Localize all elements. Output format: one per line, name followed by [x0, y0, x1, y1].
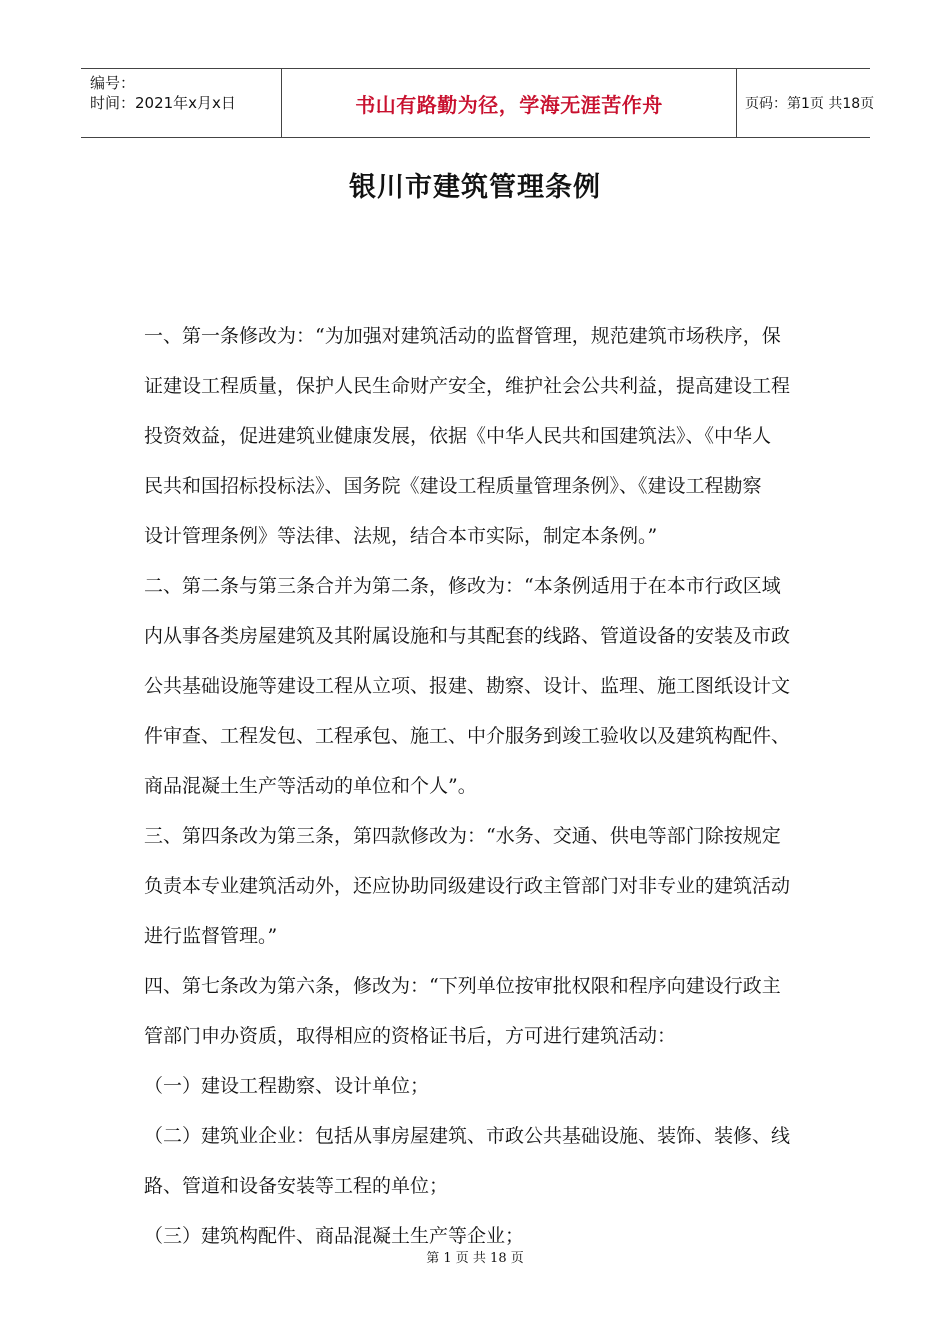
header-left-cell: [81, 69, 282, 137]
page-title: 银川市建筑管理条例: [349, 172, 601, 203]
header-motto-cell: [282, 69, 737, 137]
body-line: 进行监督管理。”: [144, 925, 278, 947]
page-counter: 页码：第1页 共18页: [745, 96, 875, 112]
body-line: 内从事各类房屋建筑及其附属设施和与其配套的线路、管道设备的安装及市政: [144, 625, 791, 647]
document-header: [81, 68, 875, 138]
document-body: [144, 318, 824, 1268]
body-line: 管部门申办资质，取得相应的资格证书后，方可进行建筑活动：: [144, 1025, 677, 1047]
body-line: 商品混凝土生产等活动的单位和个人”。: [144, 775, 477, 797]
motto: 书山有路勤为径，学海无涯苦作舟: [355, 92, 663, 117]
footer-page-number: 第 1 页 共 18 页: [426, 1251, 524, 1266]
body-line: （一）建设工程勘察、设计单位；: [144, 1075, 430, 1097]
body-line: （二）建筑业企业：包括从事房屋建筑、市政公共基础设施、装饰、装修、线: [144, 1125, 791, 1147]
body-line: 四、第七条改为第六条，修改为：“下列单位按审批权限和程序向建设行政主: [144, 975, 781, 997]
body-line: 件审查、工程发包、工程承包、施工、中介服务到竣工验收以及建筑构配件、: [144, 725, 791, 747]
body-line: 设计管理条例》等法律、法规，结合本市实际，制定本条例。”: [144, 525, 658, 547]
header-pager-cell: [737, 69, 875, 137]
body-line: （三）建筑构配件、商品混凝土生产等企业；: [144, 1225, 525, 1247]
body-line: 负责本专业建筑活动外，还应协助同级建设行政主管部门对非专业的建筑活动: [144, 875, 791, 897]
body-line: 三、第四条改为第三条，第四款修改为：“水务、交通、供电等部门除按规定: [144, 825, 781, 847]
body-line: 民共和国招标投标法》、国务院《建设工程质量管理条例》、《建设工程勘察: [144, 475, 762, 497]
date-line: 时间：2021年x月x日: [90, 94, 236, 112]
body-line: 二、第二条与第三条合并为第二条，修改为：“本条例适用于在本市行政区域: [144, 575, 781, 597]
page-footer: [0, 1247, 950, 1266]
body-line: 一、第一条修改为：“为加强对建筑活动的监督管理，规范建筑市场秩序，保: [144, 325, 781, 347]
body-line: 公共基础设施等建设工程从立项、报建、勘察、设计、监理、施工图纸设计文: [144, 675, 791, 697]
serial-label: 编号：: [90, 74, 136, 92]
body-line: 路、管道和设备安装等工程的单位；: [144, 1175, 449, 1197]
body-line: 证建设工程质量，保护人民生命财产安全，维护社会公共利益，提高建设工程: [144, 375, 791, 397]
body-line: 投资效益，促进建筑业健康发展，依据《中华人民共和国建筑法》、《中华人: [144, 425, 772, 447]
